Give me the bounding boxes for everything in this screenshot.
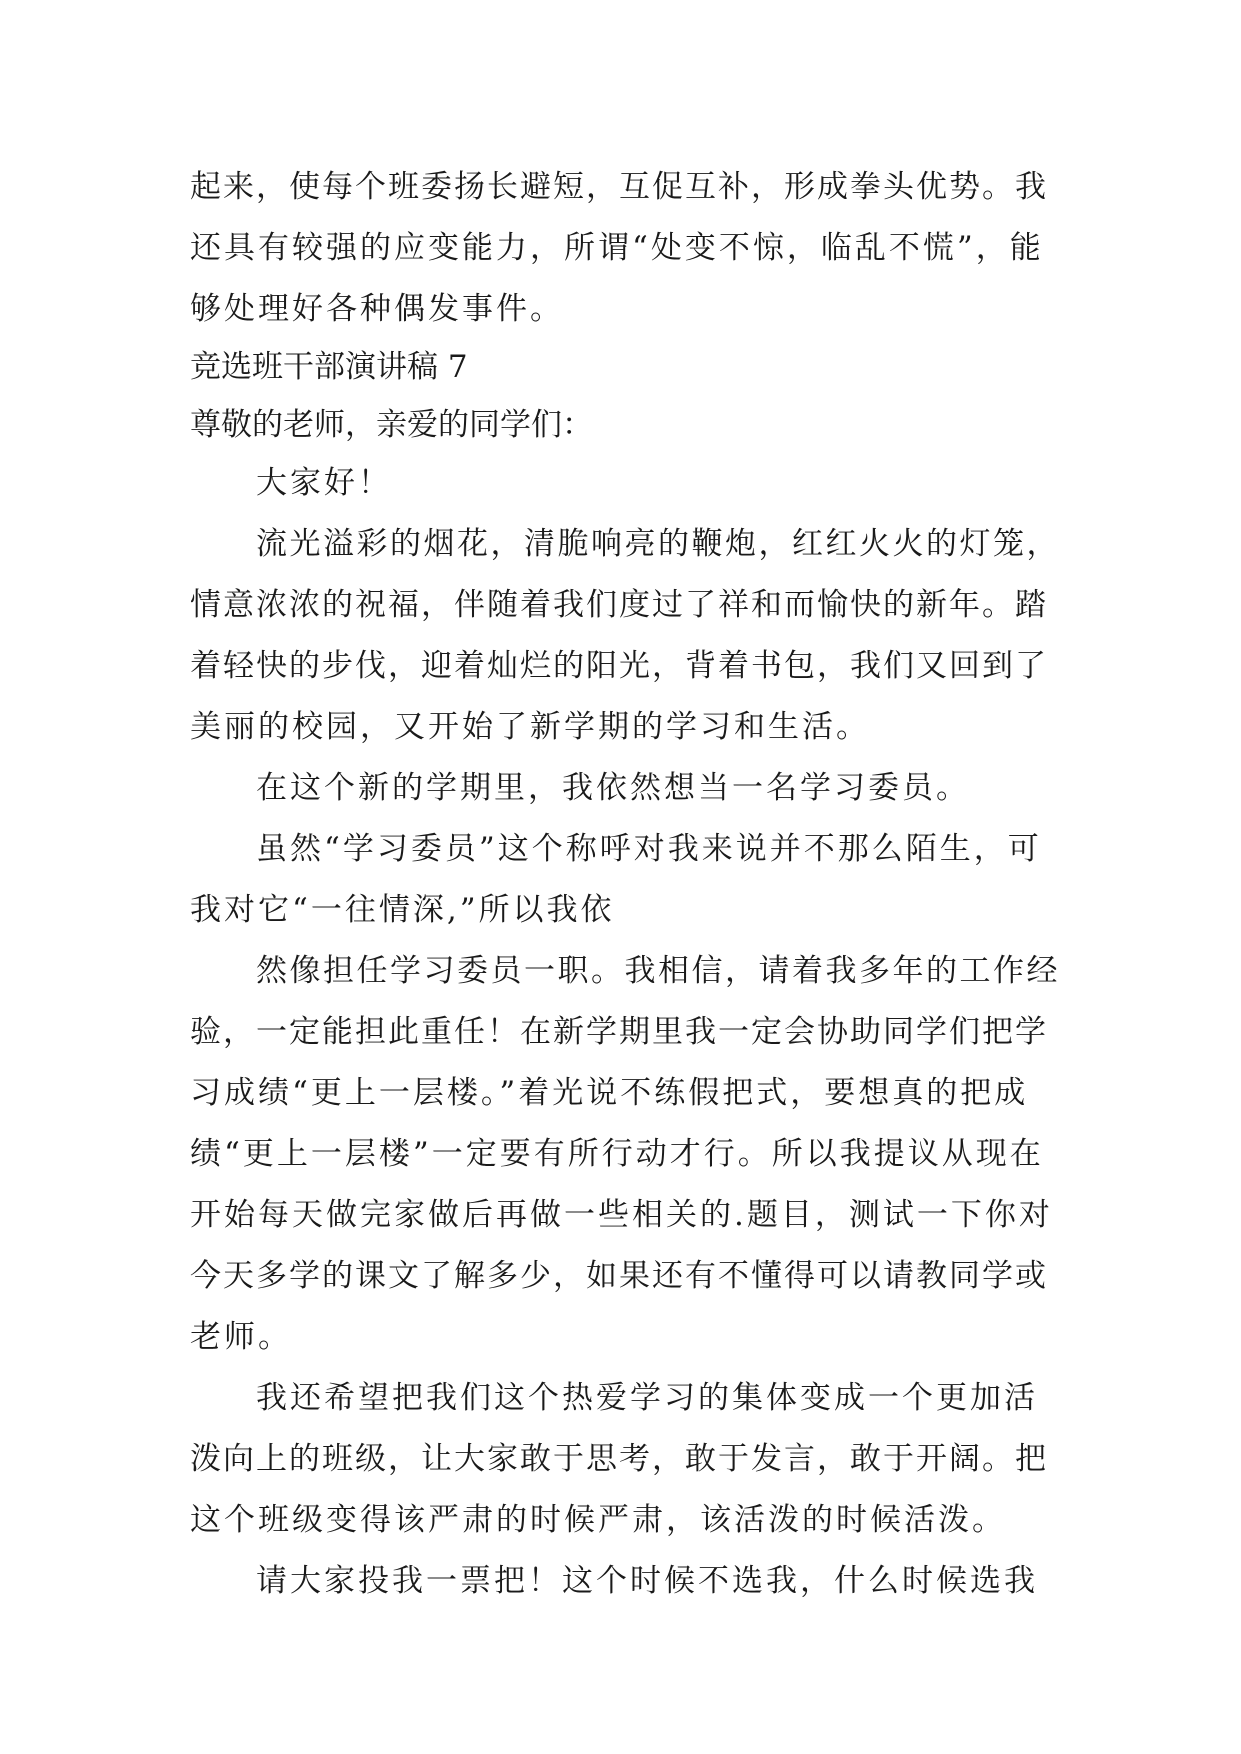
greeting: 大家好！: [256, 465, 392, 501]
body-text-line: 着轻快的步伐，迎着灿烂的阳光，背着书包，我们又回到了: [190, 648, 1048, 684]
body-text-line: 验，一定能担此重任！在新学期里我一定会协助同学们把学: [190, 1014, 1048, 1050]
body-text-line: 够处理好各种偶发事件。: [190, 291, 564, 327]
body-text-line: 习成绩“更上一层楼。”着光说不练假把式，要想真的把成: [190, 1075, 1029, 1111]
body-text-line: 流光溢彩的烟花，清脆响亮的鞭炮，红红火火的灯笼，: [256, 526, 1060, 562]
body-text-line: 开始每天做完家做后再做一些相关的.题目，测试一下你对: [190, 1197, 1053, 1233]
body-text-line: 虽然“学习委员”这个称呼对我来说并不那么陌生，可: [256, 831, 1042, 867]
body-text-line: 今天多学的课文了解多少，如果还有不懂得可以请教同学或: [190, 1258, 1048, 1294]
body-text-line: 美丽的校园，又开始了新学期的学习和生活。: [190, 709, 870, 745]
body-text-line: 然像担任学习委员一职。我相信，请着我多年的工作经: [256, 953, 1060, 989]
body-text-line: 泼向上的班级，让大家敢于思考，敢于发言，敢于开阔。把: [190, 1441, 1048, 1477]
body-text-line: 我对它“一往情深,”所以我依: [190, 892, 615, 928]
body-text-line: 在这个新的学期里，我依然想当一名学习委员。: [256, 770, 970, 806]
section-title: 竞选班干部演讲稿 7: [190, 349, 468, 385]
body-text-line: 还具有较强的应变能力，所谓“处变不惊，临乱不慌”，能: [190, 230, 1044, 266]
body-text-line: 起来，使每个班委扬长避短，互促互补，形成拳头优势。我: [190, 169, 1048, 205]
body-text-line: 老师。: [190, 1319, 292, 1355]
salutation: 尊敬的老师，亲爱的同学们：: [190, 407, 593, 443]
body-text-line: 请大家投我一票把！这个时候不选我，什么时候选我: [256, 1563, 1038, 1599]
body-text-line: 我还希望把我们这个热爱学习的集体变成一个更加活: [256, 1380, 1038, 1416]
body-text-line: 这个班级变得该严肃的时候严肃，该活泼的时候活泼。: [190, 1502, 1006, 1538]
body-text-line: 绩“更上一层楼”一定要有所行动才行。所以我提议从现在: [190, 1136, 1044, 1172]
body-text-line: 情意浓浓的祝福，伴随着我们度过了祥和而愉快的新年。踏: [190, 587, 1048, 623]
